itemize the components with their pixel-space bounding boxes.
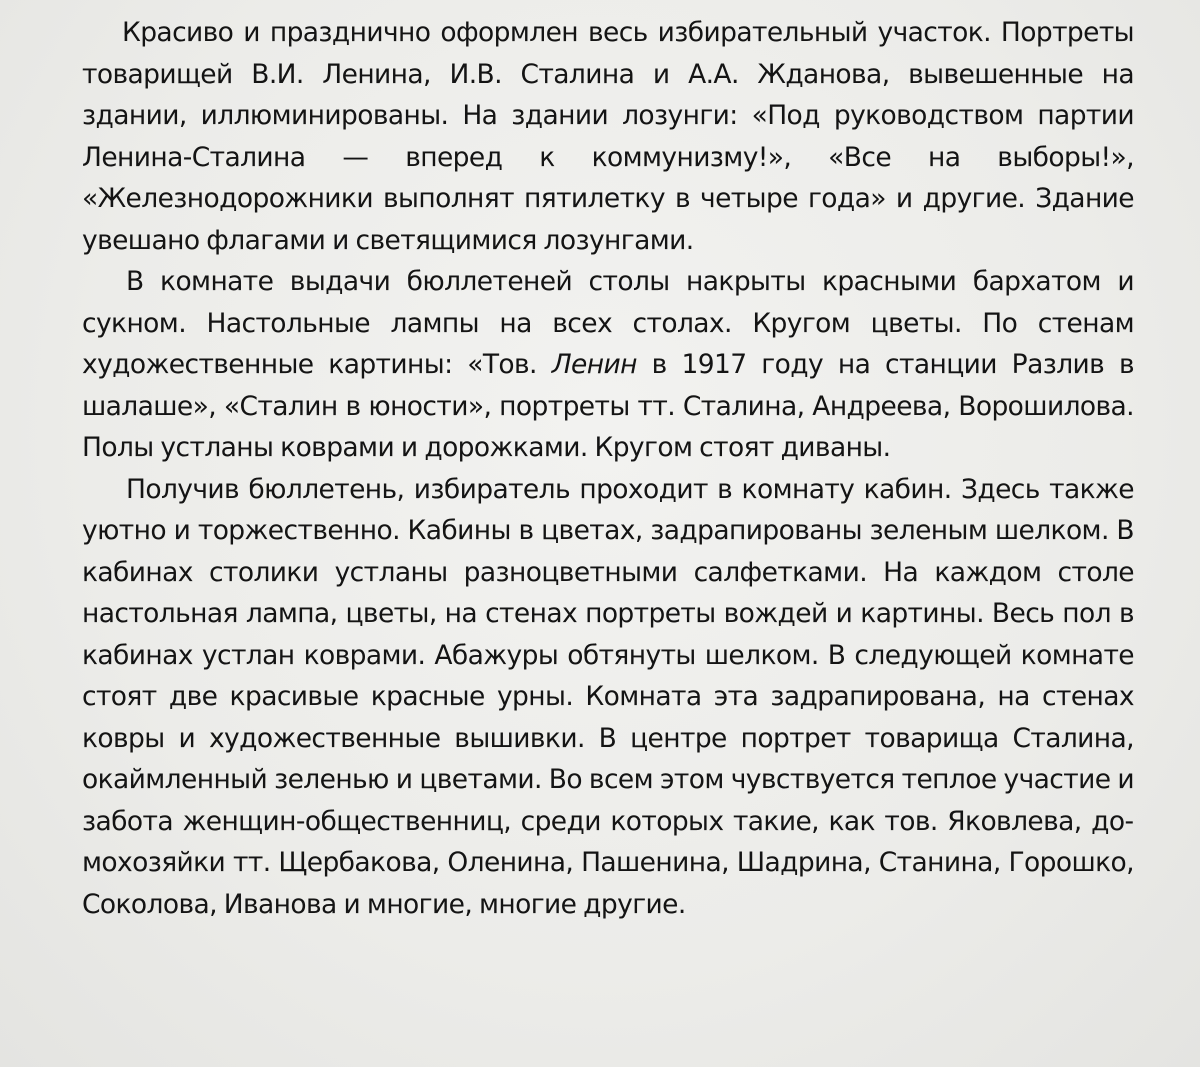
paragraph-decoration	[82, 12, 1134, 261]
show-through-line	[940, 1034, 948, 1064]
article-text	[82, 12, 1134, 925]
paragraph-2-italic-name: Ленин	[551, 349, 637, 380]
paragraph-booths	[82, 469, 1134, 926]
paragraph-3-text: Получив бюллетень, избиратель проходит в комнату кабин. Здесь также уютно и торжественно. Кабины в цветах, задрапированы зеленым шелком. В кабинах столики устланы разноцветными салфетками. На каждом столе настольная лампа, цветы, на стенах портреты вождей и картины. Весь пол в кабинах устлан коврами. Абажуры обтянуты шелком. В следующей комнате стоят две красивые красные урны. Комната эта задрапирована, на стенах ковры и художественные вышивки. В центре портрет товарища Сталина, окаймленный зеленью и цветами. Во всем этом чувствуется теплое участие и забота женщин-общественниц, среди которых такие, как тов. Яковлева, домохозяйки тт. Щербакова, Оленина, Пашенина, Шадрина, Станина, Горошко, Соколова, Иванова и многие, многие другие.	[82, 473, 1134, 920]
paragraph-1-text: Красиво и празднично оформлен весь избирательный участок. Портреты товарищей В.И. Ленина, И.В. Сталина и А.А. Жданова, вывешенные на здании, иллюминированы. На здании лозунги: «Под руководством партии Ленина-Сталина — вперед к коммунизму!», «Все на выборы!», «Железнодорожники выполнят пятилетку в четыре года» и другие. Здание увешано флагами и светящимися лозунгами.	[82, 17, 1134, 256]
paragraph-ballot-room	[82, 261, 1134, 469]
paragraph-2-text-start: В комнате выдачи бюллетеней столы накрыты красными бархатом и сукном. Настольные лампы на всех столах. Кругом цветы. По стенам художественные картины: «Тов.	[82, 266, 1134, 380]
paragraph-2-text-end: в 1917 году на станции Разлив в шалаше», «Сталин в юности», портреты тт. Сталина, Андреева, Ворошилова. Полы устланы коврами и дорожками. Кругом стоят диваны.	[82, 349, 1135, 463]
